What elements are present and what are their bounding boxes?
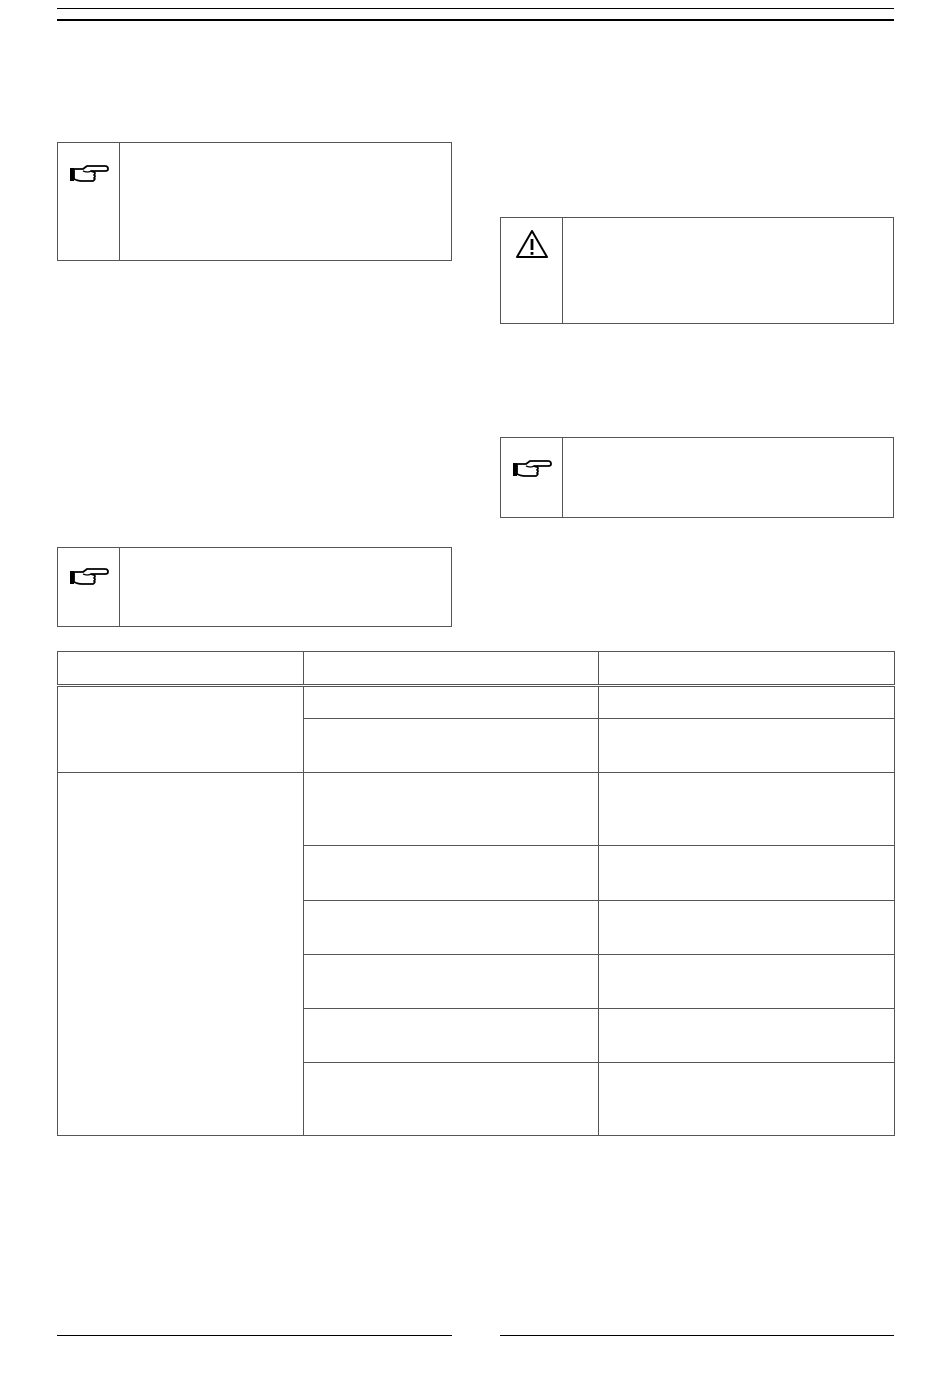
info-note-3: [57, 547, 452, 627]
table-cell: [304, 955, 599, 1009]
header-rule-top: [57, 8, 894, 9]
table-cell: [599, 719, 895, 773]
table-cell: [599, 686, 895, 719]
warning-note-text: [563, 218, 893, 323]
table-header-cell: [304, 652, 599, 686]
pointing-hand-icon: [69, 163, 109, 185]
table-cell: [304, 719, 599, 773]
table-header-cell: [58, 652, 304, 686]
troubleshooting-table: [57, 651, 895, 1136]
info-note-1: [57, 142, 452, 261]
footer-rule-left: [57, 1335, 452, 1336]
table-cell: [599, 901, 895, 955]
table-row: [58, 773, 895, 846]
warning-note: [500, 217, 894, 324]
table-cell: [304, 846, 599, 901]
table-cell: [304, 901, 599, 955]
footer-rule-right: [500, 1335, 894, 1336]
table-header-row: [58, 652, 895, 686]
table-row: [58, 686, 895, 719]
header-rule-bottom: [57, 19, 894, 21]
pointing-hand-icon: [512, 458, 552, 480]
table-cell: [599, 773, 895, 846]
table-cell: [304, 773, 599, 846]
info-note-2-text: [563, 438, 893, 517]
table-cell: [599, 1063, 895, 1136]
pointing-hand-icon: [69, 566, 109, 588]
table-cell: [599, 1009, 895, 1063]
table-cell: [304, 1063, 599, 1136]
table-cell: [304, 686, 599, 719]
table-header-cell: [599, 652, 895, 686]
info-note-1-text: [120, 143, 451, 260]
info-note-3-text: [120, 548, 451, 626]
table-group-label: [58, 773, 304, 1136]
table-cell: [304, 1009, 599, 1063]
table-group-label: [58, 686, 304, 773]
warning-triangle-icon: [514, 228, 550, 260]
table-cell: [599, 846, 895, 901]
info-note-2: [500, 437, 894, 518]
table-cell: [599, 955, 895, 1009]
